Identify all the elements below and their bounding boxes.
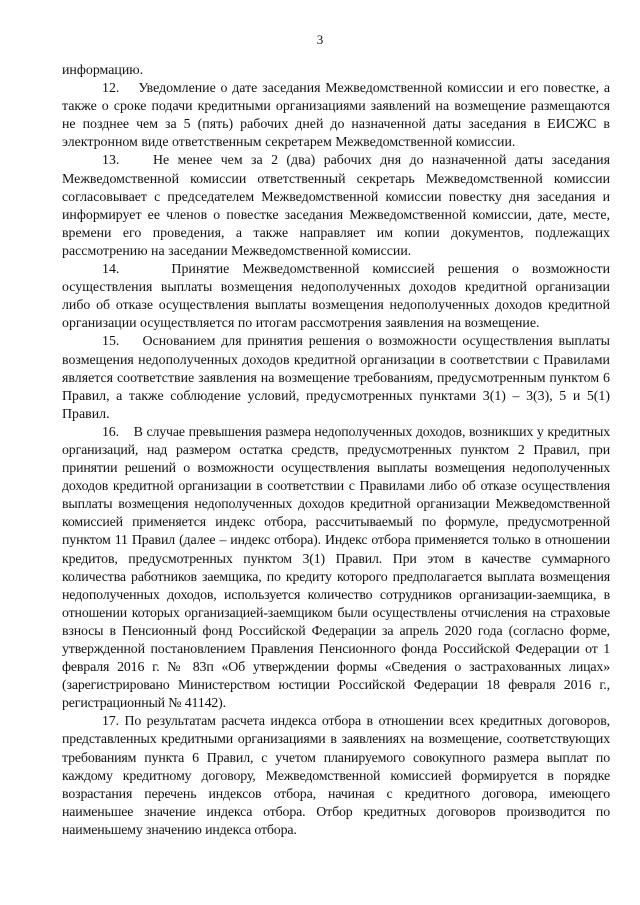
paragraph-15: 15. Основанием для принятия решения о возможности осуществления выплаты возмещения недополученных доходов кредитной организации в соответствии с Правилами является соответствие заявления на возмещение требованиям, предусмотренным пунктом 6 Правил, а также соблюдение условий, предусмотренных пунктами 3(1) – 3(3), 5 и 5(1) Правил.: [62, 334, 610, 422]
paragraph-12: 12. Уведомление о дате заседания Межведомственной комиссии и его повестке, а также о сроке подачи кредитными организациями заявлений на возмещение размещаются не позднее чем за 5 (пять) рабочих дней до назначенной даты заседания в ЕИСЖС в электронном виде ответственным секретарем Межведомственной комиссии.: [62, 81, 610, 151]
page-number: 3: [316, 32, 324, 47]
body-text: [62, 62, 610, 840]
paragraph-17: 17. По результатам расчета индекса отбора в отношении всех кредитных договоров, представленных кредитными организациями в заявлениях на возмещение, соответствующих требованиям пункта 6 Правил, с учетом планируемого совокупного размера выплат по каждому кредитному договору, Межведомственной комиссией формируется в порядке возрастания перечень индексов отбора, начиная с кредитного договора, имеющего наименьшее значение индекса отбора. Отбор кредитных договоров производится по наименьшему значению индекса отбора.: [62, 714, 610, 838]
paragraph-13: 13. Не менее чем за 2 (два) рабочих дня до назначенной даты заседания Межведомственной комиссии ответственный секретарь Межведомственной комиссии согласовывает с председателем Межведомственной комиссии повестку дня заседания и информирует ее членов о повестке заседания Межведомственной комиссии, дате, месте, времени его проведения, а также направляет им копии документов, подлежащих рассмотрению на заседании Межведомственной комиссии.: [62, 153, 610, 259]
paragraph-16: 16. В случае превышения размера недополученных доходов, возникших у кредитных организаций, над размером остатка средств, предусмотренных пунктом 2 Правил, при принятии решений о возможности осуществления выплаты возмещения недополученных доходов кредитной организации в соответствии с Правилами либо об отказе осуществления выплаты возмещения недополученных доходов кредитной организации Межведомственной комиссией применяется индекс отбора, рассчитываемый по формуле, предусмотренной пунктом 11 Правил (далее – индекс отбора). Индекс отбора применяется только в отношении кредитов, предусмотренных пунктом 3(1) Правил. При этом в качестве суммарного количества работников заемщика, по кредиту которого предполагается выплата возмещения недополученных доходов, используется количество сотрудников организации-заемщика, в отношении которых организацией-заемщиком были осуществлены отчисления на страховые взносы в Пенсионный фонд Российской Федерации за апрель 2020 года (согласно форме, утвержденной постановлением Правления Пенсионного фонда Российской Федерации от 1 февраля 2016 г. № 83п «Об утверждении формы «Сведения о застрахованных лицах» (зарегистрировано Министерством юстиции Российской Федерации 18 февраля 2016 г., регистрационный № 41142).: [62, 424, 610, 712]
paragraph-14: 14. Принятие Межведомственной комиссией решения о возможности осуществления выплаты возмещения недополученных доходов кредитной организации либо об отказе осуществления выплаты возмещения недополученных доходов кредитной организации осуществляется по итогам рассмотрения заявления на возмещение.: [62, 262, 610, 332]
paragraph-continuation: информацию.: [62, 63, 144, 78]
